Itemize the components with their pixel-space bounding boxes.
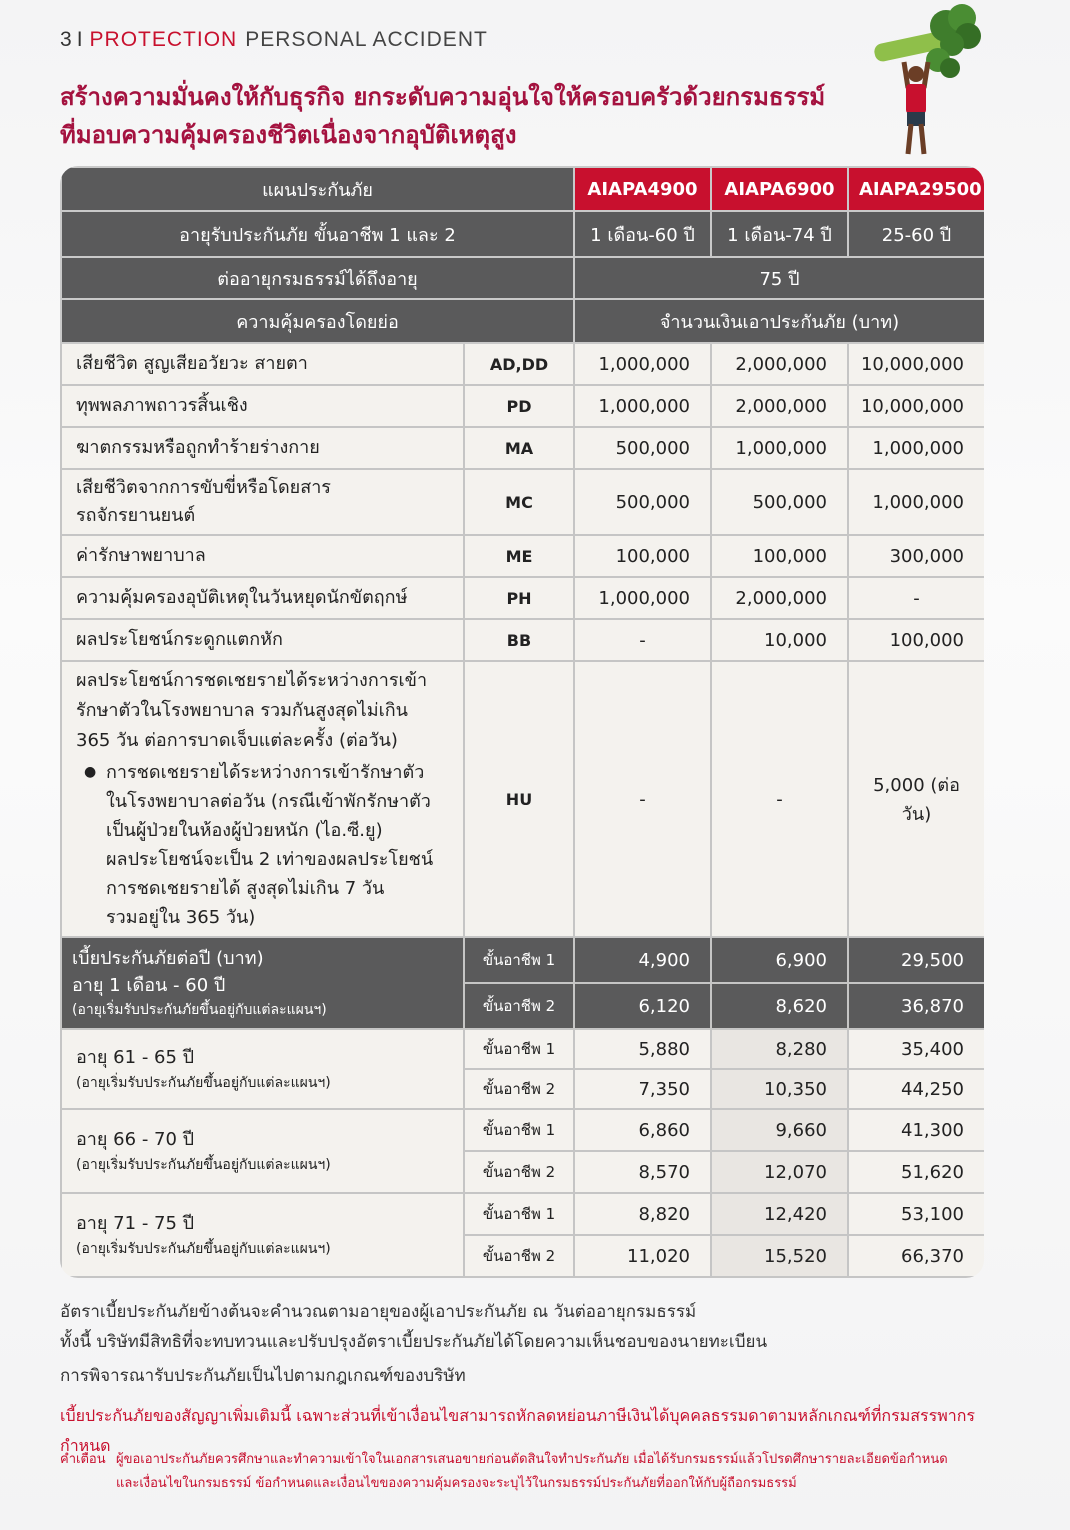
coverage-name: ค่ารักษาพยาบาล xyxy=(61,535,464,577)
page-header xyxy=(60,28,488,52)
table-row xyxy=(61,535,984,577)
coverage-label: ความคุ้มครองโดยย่อ xyxy=(61,299,574,343)
premium-age: อายุ 1 เดือน - 60 ปี xyxy=(72,975,226,996)
headline-line-2: ที่มอบความคุ้มครองชีวิตเนื่องจากอุบัติเหตุสูง xyxy=(60,121,517,149)
coverage-name xyxy=(61,661,464,937)
premium-cell: 12,420 xyxy=(711,1193,848,1235)
premium-cell: 66,370 xyxy=(848,1235,984,1277)
value-cell: 1,000,000 xyxy=(848,469,984,535)
premium-cell: 6,900 xyxy=(711,937,848,983)
premium-note: (อายุเริ่มรับประกันภัยขึ้นอยู่กับแต่ละแผนฯ) xyxy=(76,1075,331,1091)
coverage-name-line: รักษาตัวในโรงพยาบาล รวมกันสูงสุดไม่เกิน xyxy=(76,700,408,721)
table-row xyxy=(61,343,984,385)
occupation-class: ขั้นอาชีพ 2 xyxy=(464,983,574,1029)
premium-cell: 9,660 xyxy=(711,1109,848,1151)
coverage-name-line: รถจักรยานยนต์ xyxy=(76,505,196,526)
value-cell: 1,000,000 xyxy=(574,343,711,385)
occupation-class: ขั้นอาชีพ 2 xyxy=(464,1235,574,1277)
value-cell: 100,000 xyxy=(574,535,711,577)
warning-note xyxy=(60,1448,1010,1496)
man-figure xyxy=(904,62,928,154)
coverage-name: เสียชีวิต สูญเสียอวัยวะ สายตา xyxy=(61,343,464,385)
premium-cell: 53,100 xyxy=(848,1193,984,1235)
premium-cell: 4,900 xyxy=(574,937,711,983)
warning-label: คำเตือน xyxy=(60,1452,106,1467)
age-range: 1 เดือน-74 ปี xyxy=(711,211,848,257)
coverage-code: HU xyxy=(464,661,574,937)
coverage-code: ME xyxy=(464,535,574,577)
premium-cell: 8,820 xyxy=(574,1193,711,1235)
value-cell: - xyxy=(574,619,711,661)
premium-cell: 41,300 xyxy=(848,1109,984,1151)
value-cell: 2,000,000 xyxy=(711,385,848,427)
premium-cell: 10,350 xyxy=(711,1069,848,1109)
value-cell: 1,000,000 xyxy=(574,577,711,619)
premium-cell: 51,620 xyxy=(848,1151,984,1193)
coverage-name: ความคุ้มครองอุบัติเหตุในวันหยุดนักขัตฤกษ์ xyxy=(61,577,464,619)
table-row xyxy=(61,937,984,983)
premium-age: อายุ 71 - 75 ปี xyxy=(76,1213,195,1234)
premium-group-label xyxy=(61,1029,464,1109)
premium-cell: 6,120 xyxy=(574,983,711,1029)
coverage-code: PH xyxy=(464,577,574,619)
list-item: ● การชดเชยรายได้ระหว่างการเข้ารักษาตัว ในโรงพยาบาลต่อวัน (กรณีเข้าพักรักษาตัว เป็นผู้ป่วยในห้องผู้ป่วยหนัก (ไอ.ซี.ยู) ผลประโยชน์จะเป็น 2 เท่าของผลประโยชน์ การชดเชยรายได้ สูงสุดไม่เกิน 7 วัน รวมอยู่ใน 365 วัน) xyxy=(76,758,453,932)
value-cell: 2,000,000 xyxy=(711,343,848,385)
value-cell: - xyxy=(848,577,984,619)
value-cell: 1,000,000 xyxy=(574,385,711,427)
premium-note: (อายุเริ่มรับประกันภัยขึ้นอยู่กับแต่ละแผนฯ) xyxy=(72,1002,327,1018)
premium-group-label xyxy=(61,1109,464,1193)
value-cell: 100,000 xyxy=(848,619,984,661)
coverage-code: BB xyxy=(464,619,574,661)
headline xyxy=(60,78,880,154)
value-cell: - xyxy=(711,661,848,937)
table-row xyxy=(61,661,984,937)
coverage-name: ฆาตกรรมหรือถูกทำร้ายร่างกาย xyxy=(61,427,464,469)
renew-label: ต่ออายุกรมธรรม์ได้ถึงอายุ xyxy=(61,257,574,299)
subsection-title: PERSONAL ACCIDENT xyxy=(245,28,488,51)
footnote-line: อัตราเบี้ยประกันภัยข้างต้นจะคำนวณตามอายุของผู้เอาประกันภัย ณ วันต่ออายุกรมธรรม์ xyxy=(60,1302,697,1322)
plan-name: AIAPA29500 xyxy=(848,167,984,211)
coverage-code: PD xyxy=(464,385,574,427)
header-separator: I xyxy=(76,28,84,51)
premium-cell: 36,870 xyxy=(848,983,984,1029)
occupation-class: ขั้นอาชีพ 1 xyxy=(464,937,574,983)
age-range: 25-60 ปี xyxy=(848,211,984,257)
premium-cell: 29,500 xyxy=(848,937,984,983)
coverage-name-line: ผลประโยชน์การชดเชยรายได้ระหว่างการเข้า xyxy=(76,670,428,691)
coverage-code: MC xyxy=(464,469,574,535)
table-row xyxy=(61,427,984,469)
occupation-class: ขั้นอาชีพ 1 xyxy=(464,1109,574,1151)
premium-cell: 8,280 xyxy=(711,1029,848,1069)
occupation-class: ขั้นอาชีพ 2 xyxy=(464,1069,574,1109)
coverage-code: MA xyxy=(464,427,574,469)
section-title: PROTECTION xyxy=(89,28,238,51)
value-cell: 500,000 xyxy=(574,469,711,535)
premium-cell: 15,520 xyxy=(711,1235,848,1277)
man-lifting-broccoli-illustration xyxy=(868,4,988,162)
table-row xyxy=(61,385,984,427)
occupation-class: ขั้นอาชีพ 1 xyxy=(464,1029,574,1069)
premium-title: เบี้ยประกันภัยต่อปี (บาท) xyxy=(72,948,264,969)
table-row xyxy=(61,1029,984,1069)
hu-bullet-list xyxy=(76,758,453,932)
coverage-name xyxy=(61,469,464,535)
coverage-name: ทุพพลภาพถาวรสิ้นเชิง xyxy=(61,385,464,427)
value-cell: 500,000 xyxy=(711,469,848,535)
premium-note: (อายุเริ่มรับประกันภัยขึ้นอยู่กับแต่ละแผนฯ) xyxy=(76,1157,331,1173)
table-row xyxy=(61,619,984,661)
value-cell: 500,000 xyxy=(574,427,711,469)
premium-cell: 7,350 xyxy=(574,1069,711,1109)
premium-cell: 8,570 xyxy=(574,1151,711,1193)
footnote-line: การพิจารณารับประกันภัยเป็นไปตามกฎเกณฑ์ของบริษัท xyxy=(60,1366,466,1386)
table-row xyxy=(61,1193,984,1235)
plan-name: AIAPA4900 xyxy=(574,167,711,211)
occupation-class: ขั้นอาชีพ 2 xyxy=(464,1151,574,1193)
age-label: อายุรับประกันภัย ขั้นอาชีพ 1 และ 2 xyxy=(61,211,574,257)
premium-group-label xyxy=(61,1193,464,1277)
value-cell: 1,000,000 xyxy=(848,427,984,469)
sum-insured-label: จำนวนเงินเอาประกันภัย (บาท) xyxy=(574,299,984,343)
footnote-line: ทั้งนี้ บริษัทมีสิทธิที่จะทบทวนและปรับปรุงอัตราเบี้ยประกันภัยได้โดยความเห็นชอบของนายทะเบียน xyxy=(60,1332,768,1352)
premium-cell: 12,070 xyxy=(711,1151,848,1193)
occupation-class: ขั้นอาชีพ 1 xyxy=(464,1193,574,1235)
coverage-name-line: 365 วัน ต่อการบาดเจ็บแต่ละครั้ง (ต่อวัน) xyxy=(76,730,398,751)
plan-label: แผนประกันภัย xyxy=(61,167,574,211)
footnotes xyxy=(60,1297,1000,1461)
coverage-name: ผลประโยชน์กระดูกแตกหัก xyxy=(61,619,464,661)
value-cell: 10,000 xyxy=(711,619,848,661)
premium-note: (อายุเริ่มรับประกันภัยขึ้นอยู่กับแต่ละแผนฯ) xyxy=(76,1241,331,1257)
tax-note: เบี้ยประกันภัยของสัญญาเพิ่มเติมนี้ เฉพาะส่วนที่เข้าเงื่อนไขสามารถหักลดหย่อนภาษีเงินได้บุคคลธรรมดาตามหลักเกณฑ์ที่กรมสรรพากรกำหนด xyxy=(60,1406,976,1455)
value-cell: 300,000 xyxy=(848,535,984,577)
value-cell: 10,000,000 xyxy=(848,385,984,427)
premium-cell: 6,860 xyxy=(574,1109,711,1151)
premium-age: อายุ 66 - 70 ปี xyxy=(76,1129,195,1150)
value-cell: 1,000,000 xyxy=(711,427,848,469)
renew-value: 75 ปี xyxy=(574,257,984,299)
coverage-table xyxy=(60,166,984,1278)
premium-cell: 5,880 xyxy=(574,1029,711,1069)
value-cell: 5,000 (ต่อวัน) xyxy=(848,661,984,937)
premium-cell: 44,250 xyxy=(848,1069,984,1109)
page-number: 3 xyxy=(60,28,73,51)
premium-group-label xyxy=(61,937,464,1029)
warning-line: และเงื่อนไขในกรมธรรม์ ข้อกำหนดและเงื่อนไขของความคุ้มครองจะระบุไว้ในกรมธรรม์ประกันภัยที่ออกให้กับผู้ถือกรมธรรม์ xyxy=(116,1476,797,1491)
value-cell: - xyxy=(574,661,711,937)
value-cell: 10,000,000 xyxy=(848,343,984,385)
table-row xyxy=(61,577,984,619)
value-cell: 2,000,000 xyxy=(711,577,848,619)
plan-name: AIAPA6900 xyxy=(711,167,848,211)
table-row xyxy=(61,469,984,535)
premium-cell: 8,620 xyxy=(711,983,848,1029)
headline-line-1: สร้างความมั่นคงให้กับธุรกิจ ยกระดับความอุ่นใจให้ครอบครัวด้วยกรมธรรม์ xyxy=(60,83,826,111)
value-cell: 100,000 xyxy=(711,535,848,577)
coverage-code: AD,DD xyxy=(464,343,574,385)
premium-cell: 35,400 xyxy=(848,1029,984,1069)
coverage-name-line: เสียชีวิตจากการขับขี่หรือโดยสาร xyxy=(76,477,331,498)
premium-age: อายุ 61 - 65 ปี xyxy=(76,1047,195,1068)
premium-cell: 11,020 xyxy=(574,1235,711,1277)
table-row xyxy=(61,1109,984,1151)
age-range: 1 เดือน-60 ปี xyxy=(574,211,711,257)
warning-line: ผู้ขอเอาประกันภัยควรศึกษาและทำความเข้าใจในเอกสารเสนอขายก่อนตัดสินใจทำประกันภัย เมื่อได้รับกรมธรรม์แล้วโปรดศึกษารายละเอียดข้อกำหนด xyxy=(116,1452,948,1467)
